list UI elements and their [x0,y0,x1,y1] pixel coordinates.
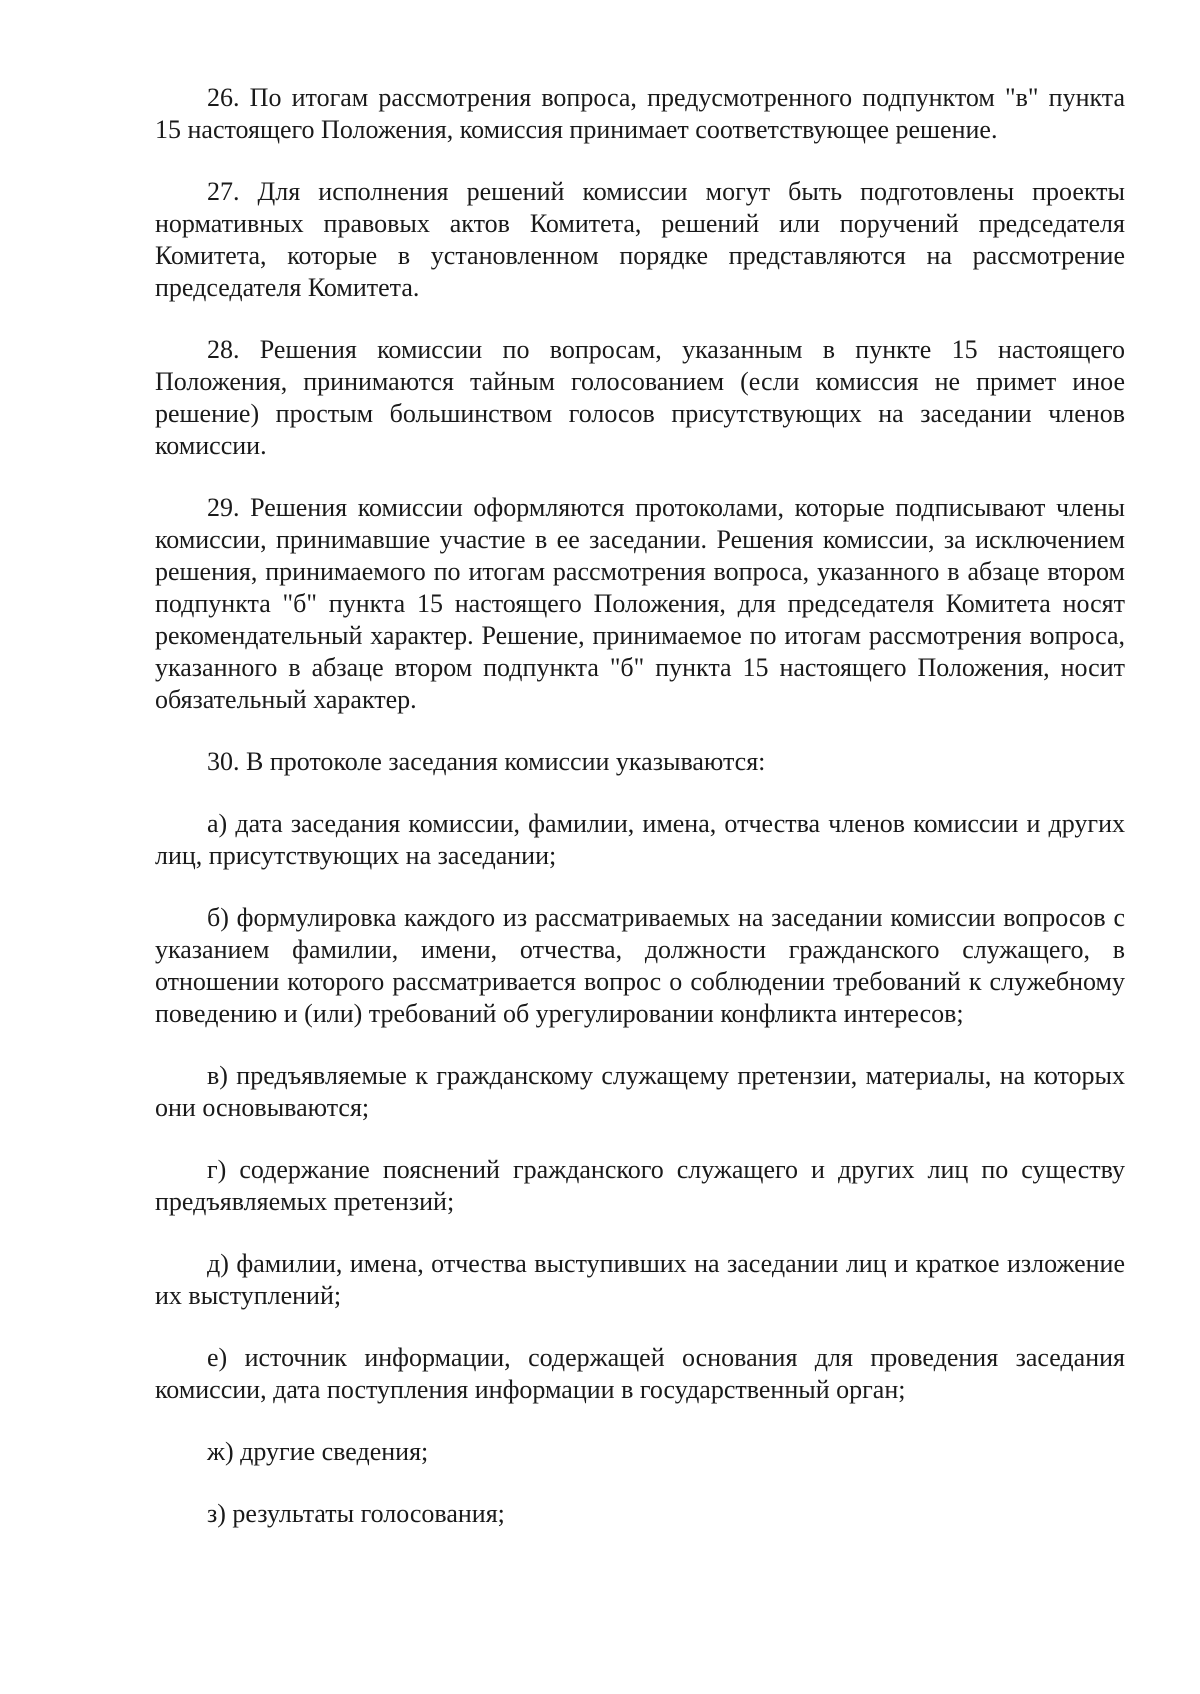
list-item-zh: ж) другие сведения; [207,1437,429,1466]
list-item-g: г) содержание пояснений гражданского служащего и других лиц по существу предъявляемых претензий; [155,1155,1125,1216]
paragraph-29: 29. Решения комиссии оформляются протоколами, которые подписывают члены комиссии, принимавшие участие в ее заседании. Решения комиссии, за исключением решения, принимаемого по итогам рассмотрения вопроса, указанного в абзаце втором подпункта "б" пункта 15 настоящего Положения, для председателя Комитета носят рекомендательный характер. Решение, принимаемое по итогам рассмотрения вопроса, указанного в абзаце втором подпункта "б" пункта 15 настоящего Положения, носит обязательный характер. [155,493,1125,714]
list-item-e: е) источник информации, содержащей основания для проведения заседания комиссии, дата поступления информации в государственный орган; [155,1343,1125,1404]
list-item-b: б) формулировка каждого из рассматриваемых на заседании комиссии вопросов с указанием фамилии, имени, отчества, должности гражданского служащего, в отношении которого рассматривается вопрос о соблюдении требований к служебному поведению и (или) требований об урегулировании конфликта интересов; [155,903,1125,1028]
document-body [155,82,1125,1560]
paragraph-28: 28. Решения комиссии по вопросам, указанным в пункте 15 настоящего Положения, принимаются тайным голосованием (если комиссия не примет иное решение) простым большинством голосов присутствующих на заседании членов комиссии. [155,335,1125,460]
list-item-v: в) предъявляемые к гражданскому служащему претензии, материалы, на которых они основываются; [155,1061,1125,1122]
list-item-z: з) результаты голосования; [207,1499,505,1528]
list-item-a: а) дата заседания комиссии, фамилии, имена, отчества членов комиссии и других лиц, присутствующих на заседании; [155,809,1125,870]
paragraph-27: 27. Для исполнения решений комиссии могут быть подготовлены проекты нормативных правовых актов Комитета, решений или поручений председателя Комитета, которые в установленном порядке представляются на рассмотрение председателя Комитета. [155,177,1125,302]
paragraph-26: 26. По итогам рассмотрения вопроса, предусмотренного подпунктом "в" пункта 15 настоящего Положения, комиссия принимает соответствующее решение. [155,83,1125,144]
list-item-d: д) фамилии, имена, отчества выступивших на заседании лиц и краткое изложение их выступлений; [155,1249,1125,1310]
paragraph-30: 30. В протоколе заседания комиссии указываются: [207,747,766,776]
